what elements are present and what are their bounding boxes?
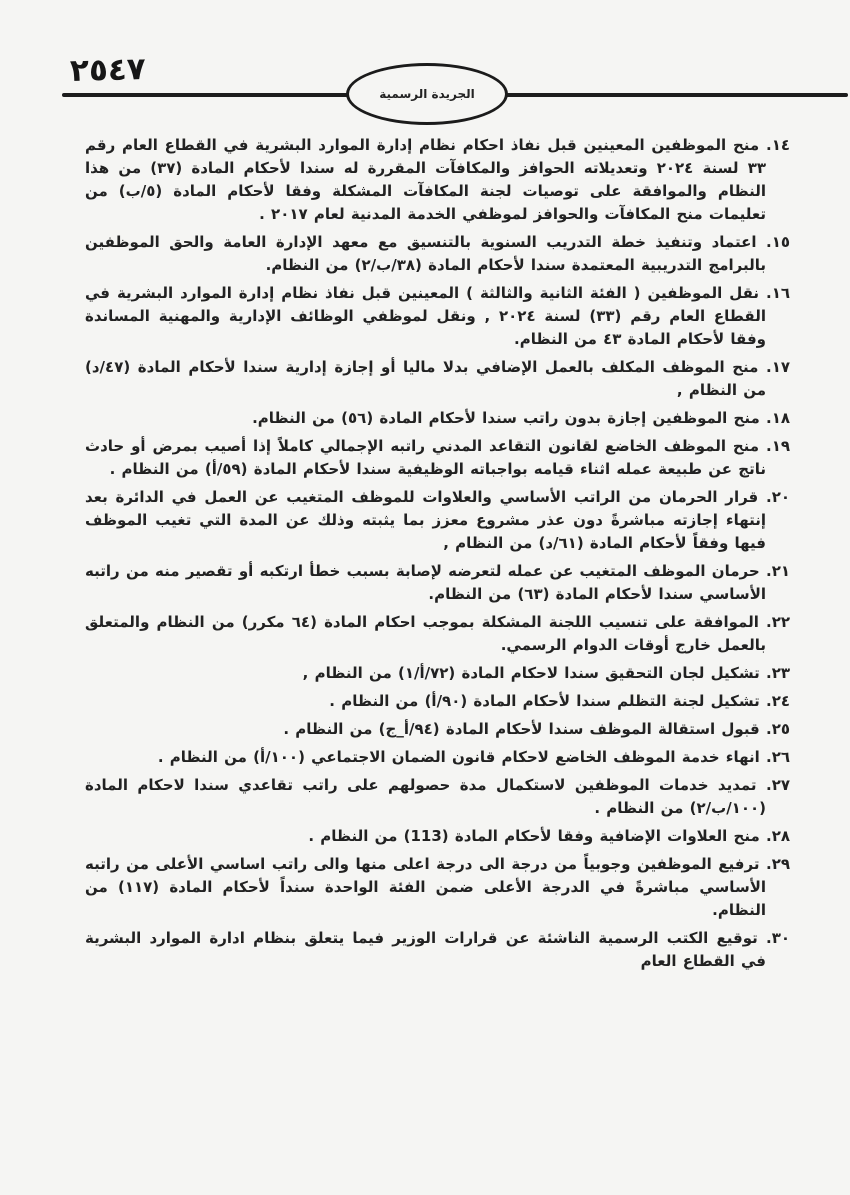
- list-item: [85, 486, 790, 555]
- list-item: [85, 231, 790, 277]
- gazette-seal: [346, 63, 508, 125]
- item-number: ٢٦.: [759, 748, 790, 766]
- list-item: [85, 356, 790, 402]
- seal-text: الجريدة الرسمية: [379, 87, 475, 101]
- item-number: ٢٢.: [758, 613, 791, 631]
- item-text: قبول استقالة الموظف سندا لأحكام المادة (٩٤/أ_ج) من النظام .: [283, 720, 760, 738]
- item-text: انهاء خدمة الموظف الخاضع لاحكام قانون الضمان الاجتماعي (١٠٠/أ) من النظام .: [157, 748, 760, 766]
- item-number: ٢٥.: [759, 720, 790, 738]
- list-item: [85, 825, 790, 848]
- page-number: ٢٥٤٧: [69, 51, 147, 89]
- item-text: منح الموظف الخاضع لقانون التقاعد المدني راتبه الإجمالي كاملاً إذا أصيب بمرض أو حادث ناتج عن طبيعة عمله اثناء قيامه بواجباته الوظيفية سندا لأحكام المادة (٥٩/أ) من النظام .: [85, 437, 766, 478]
- item-text: ترفيع الموظفين وجوبياً من درجة الى درجة اعلى منها والى راتب اساسي الأعلى من راتبه الأساسي مباشرةً في الدرجة الأعلى ضمن الفئة الواحدة سنداً لأحكام المادة (١١٧) من النظام.: [85, 855, 767, 919]
- item-number: ١٦.: [759, 284, 790, 302]
- item-number: ٢١.: [759, 562, 790, 580]
- list-item: [85, 690, 790, 713]
- item-number: ٣٠.: [757, 929, 790, 947]
- item-number: ١٨.: [759, 409, 790, 427]
- list-item: [85, 407, 790, 430]
- list-item: [85, 282, 790, 351]
- list-item: [85, 662, 790, 685]
- item-text: توقيع الكتب الرسمية الناشئة عن قرارات الوزير فيما يتعلق بنظام ادارة الموارد البشرية في القطاع العام: [85, 929, 766, 970]
- item-number: ١٧.: [758, 358, 790, 376]
- list-item: [85, 560, 790, 606]
- item-text: منح الموظفين إجازة بدون راتب سندا لأحكام المادة (٥٦) من النظام.: [252, 409, 760, 427]
- item-number: ٢٠.: [758, 488, 790, 506]
- item-text: تشكيل لجنة التظلم سندا لأحكام المادة (٩٠/أ) من النظام .: [329, 692, 760, 710]
- list-item: [85, 435, 790, 481]
- item-text: اعتماد وتنفيذ خطة التدريب السنوية بالتنسيق مع معهد الإدارة العامة والحق الموظفين بالبرامج التدريبية المعتمدة سندا لأحكام المادة (٣٨/ب/٢) من النظام.: [85, 233, 766, 274]
- list-item: [85, 853, 790, 922]
- item-text: منح العلاوات الإضافية وفقا لأحكام المادة (113) من النظام .: [308, 827, 760, 845]
- list-item: [85, 718, 790, 741]
- item-number: ٢٧.: [756, 776, 790, 794]
- decree-items-list: [85, 134, 790, 978]
- item-text: تشكيل لجان التحقيق سندا لاحكام المادة (٧٢/أ/١) من النظام ,: [302, 664, 760, 682]
- list-item: [85, 134, 790, 226]
- item-text: منح الموظفين المعينين قبل نفاذ احكام نظام إدارة الموارد البشرية في القطاع العام رقم ٣٣ لسنة ٢٠٢٤ وتعديلاته الحوافز والمكافآت المقررة له سندا لأحكام المادة (٣٧) من هذا النظام والموافقة على توصيات لجنة المكافآت المشكلة وفقا لأحكام المادة (٥/ب) من تعليمات منح المكافآت والحوافز لموظفي الخدمة المدنية لعام ٢٠١٧ .: [85, 136, 766, 223]
- item-number: ١٤.: [759, 136, 790, 154]
- list-item: [85, 746, 790, 769]
- item-text: نقل الموظفين ( الفئة الثانية والثالثة ) المعينين قبل نفاذ نظام إدارة الموارد البشرية في القطاع العام رقم (٣٣) لسنة ٢٠٢٤ , ونقل لموظفي الوظائف الإدارية والمهنية المساندة وفقا لأحكام المادة ٤٣ من النظام.: [85, 284, 766, 348]
- item-text: حرمان الموظف المتغيب عن عمله لتعرضه لإصابة بسبب خطأ ارتكبه أو تقصير منه من راتبه الأساسي سندا لأحكام المادة (٦٣) من النظام.: [85, 562, 766, 603]
- item-number: ١٥.: [756, 233, 791, 251]
- item-number: ٢٨.: [759, 827, 790, 845]
- item-number: ٢٤.: [759, 692, 790, 710]
- item-text: تمديد خدمات الموظفين لاستكمال مدة حصولهم على راتب تقاعدي سندا لاحكام المادة (١٠٠/ب/٢) من النظام .: [85, 776, 766, 817]
- item-number: ١٩.: [759, 437, 791, 455]
- list-item: [85, 774, 790, 820]
- item-text: منح الموظف المكلف بالعمل الإضافي بدلا ماليا أو إجازة إدارية سندا لأحكام المادة (٤٧/د) من النظام ,: [85, 358, 766, 399]
- list-item: [85, 927, 790, 973]
- item-number: ٢٩.: [759, 855, 790, 873]
- item-text: قرار الحرمان من الراتب الأساسي والعلاوات للموظف المتغيب عن العمل في الدائرة بعد إنتهاء إجازته مباشرةً دون عذر مشروع معزز بما يثبته وذلك عن المدة التي تغيب الموظف فيها وفقاً لأحكام المادة (٦١/د) من النظام ,: [85, 488, 766, 552]
- item-text: الموافقة على تنسيب اللجنة المشكلة بموجب احكام المادة (٦٤ مكرر) من النظام والمتعلق بالعمل خارج أوقات الدوام الرسمي.: [85, 613, 766, 654]
- list-item: [85, 611, 790, 657]
- item-number: ٢٣.: [759, 664, 790, 682]
